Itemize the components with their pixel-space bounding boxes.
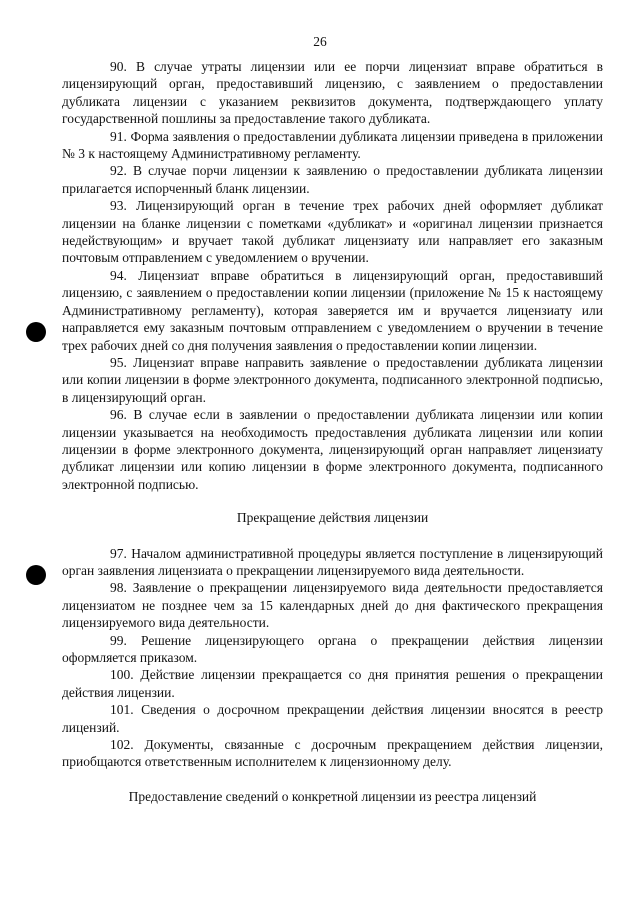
paragraph-96: 96. В случае если в заявлении о предоставлении дубликата лицензии или копии лицензии указывается на необходимость предоставления дубликата лицензии или копии лицензии в форме электронного документа, лицензирующий орган направляет лицензиату дубликат лицензии или копию лицензии в форме электронного документа, подписанного электронной подписью. xyxy=(62,407,603,492)
paragraph-99: 99. Решение лицензирующего органа о прекращении действия лицензии оформляется приказом. xyxy=(62,632,603,665)
punch-hole-mark xyxy=(26,565,46,585)
paragraph-98: 98. Заявление о прекращении лицензируемого вида деятельности предоставляется лицензиатом не позднее чем за 15 календарных дней до дня фактического прекращения лицензируемого вида деятельности. xyxy=(62,580,603,631)
paragraph-93: 93. Лицензирующий орган в течение трех рабочих дней оформляет дубликат лицензии на бланке лицензии с пометками «дубликат» и «оригинал лицензии признается недействующим» и вручает такой дубликат лицензиату или направляет его заказным почтовым отправлением с уведомлением о вручении. xyxy=(62,198,603,266)
document-body xyxy=(62,58,603,805)
paragraph-92: 92. В случае порчи лицензии к заявлению о предоставлении дубликата лицензии прилагается испорченный бланк лицензии. xyxy=(62,163,603,196)
punch-hole-mark xyxy=(26,322,46,342)
section-heading-termination: Прекращение действия лицензии xyxy=(236,510,429,526)
paragraph-97: 97. Началом административной процедуры является поступление в лицензирующий орган заявления лицензиата о прекращении лицензируемого вида деятельности. xyxy=(62,545,603,578)
paragraph-101: 101. Сведения о досрочном прекращении действия лицензии вносятся в реестр лицензий. xyxy=(62,702,603,735)
paragraph-91: 91. Форма заявления о предоставлении дубликата лицензии приведена в приложении № 3 к настоящему Административному регламенту. xyxy=(62,128,603,162)
paragraph-90: 90. В случае утраты лицензии или ее порчи лицензиат вправе обратиться в лицензирующий орган, предоставивший лицензию, с заявлением о предоставлении дубликата лицензии с указанием реквизитов документа, подтверждающего уплату государственной пошлины за предоставление такого дубликата. xyxy=(62,59,603,127)
paragraph-94: 94. Лицензиат вправе обратиться в лицензирующий орган, предоставивший лицензию, с заявлением о предоставлении копии лицензии (приложение № 15 к настоящему Административному регламенту), которая заверяется им и вручается лицензиату или направляется ему заказным почтовым отправлением с уведомлением о вручении в течение трех рабочих дней со дня получения заявления о предоставлении копии лицензии. xyxy=(62,267,603,353)
paragraph-102: 102. Документы, связанные с досрочным прекращением действия лицензии, приобщаются ответственным исполнителем к лицензионному делу. xyxy=(62,737,603,770)
page-number: 26 xyxy=(313,34,327,49)
paragraph-95: 95. Лицензиат вправе направить заявление о предоставлении дубликата лицензии или копии лицензии в форме электронного документа, подписанного электронной подписью, в лицензирующий орган. xyxy=(62,354,603,405)
paragraph-100: 100. Действие лицензии прекращается со дня принятия решения о прекращении действия лицензии. xyxy=(62,667,603,700)
section-heading-registry: Предоставление сведений о конкретной лицензии из реестра лицензий xyxy=(128,788,537,804)
